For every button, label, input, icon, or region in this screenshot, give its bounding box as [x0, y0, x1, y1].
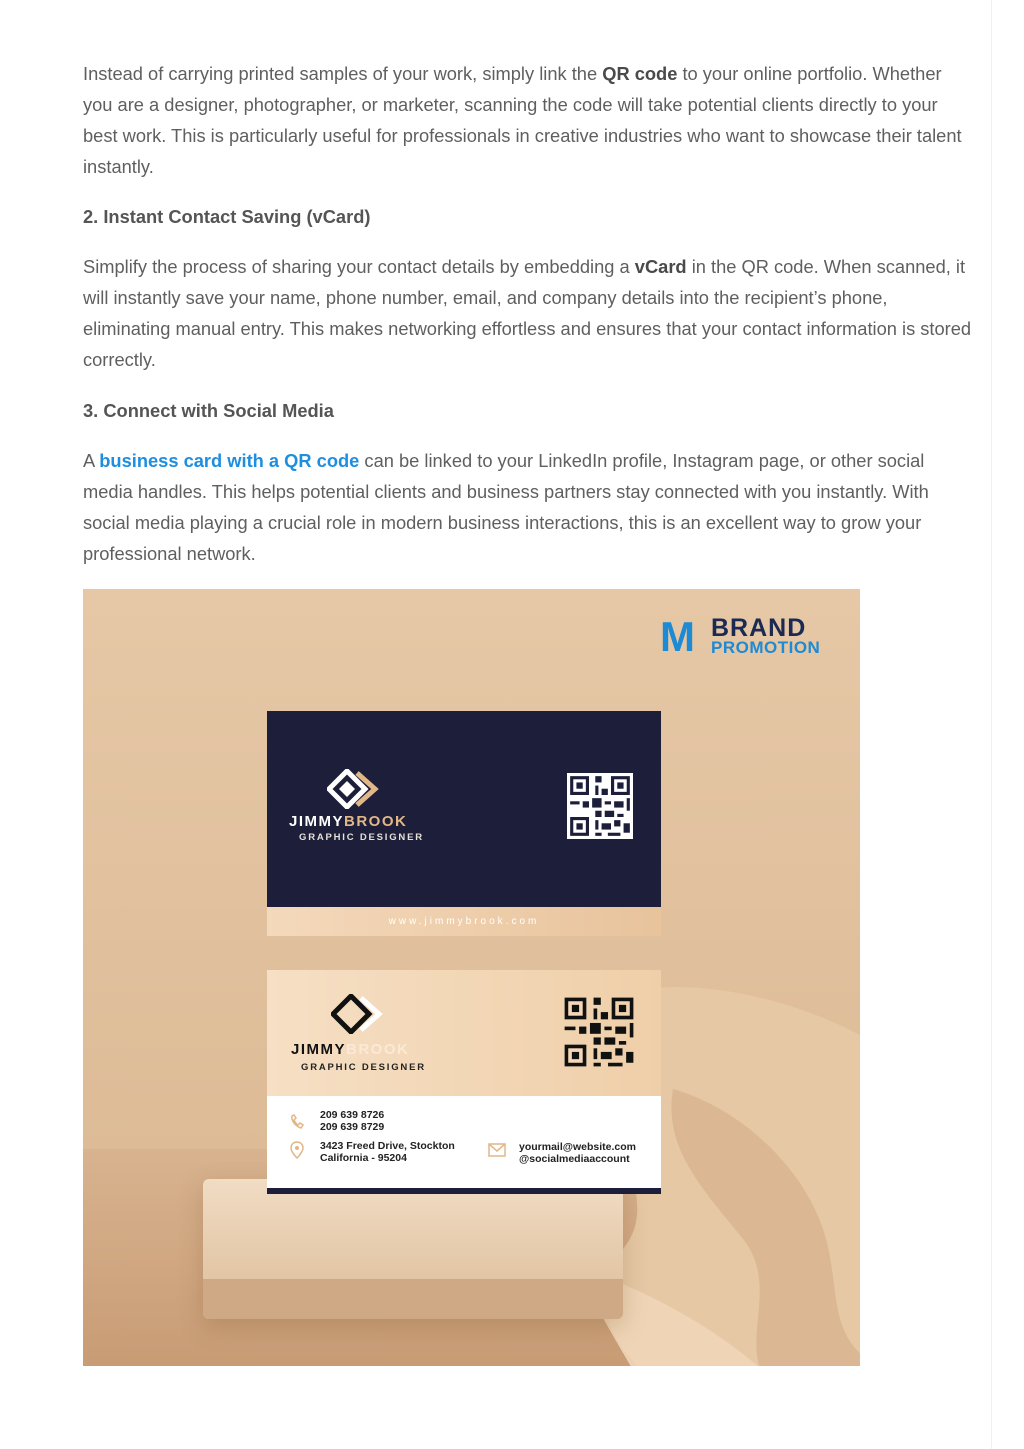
section-heading-social: 3. Connect with Social Media	[83, 400, 334, 421]
phone-number-2: 209 639 8729	[320, 1121, 385, 1133]
card-back-name	[291, 1042, 409, 1058]
vcard-paragraph	[83, 251, 973, 375]
phone-icon	[289, 1114, 305, 1130]
card-back-last-name: BROOK	[346, 1041, 410, 1058]
card-front-last-name: BROOK	[344, 813, 408, 830]
card-back-first-name: JIMMY	[291, 1041, 347, 1058]
card-front-website-band	[267, 907, 661, 936]
qr-code-icon	[567, 773, 633, 839]
address-line-2: California - 95204	[320, 1152, 407, 1164]
vcard-emphasis: vCard	[634, 256, 687, 277]
social-paragraph	[83, 445, 973, 569]
card-back-contact-area	[267, 1096, 661, 1188]
card-front-name	[289, 814, 407, 830]
mail-icon	[488, 1143, 506, 1157]
intro-text-end: to your online portfolio. Whether you are a designer, photographer, or marketer, scanning the code will take potential clients directly to your best work. This is particularly useful for professionals in creative industries who want to showcase their talent instantly.	[83, 63, 962, 177]
page-edge-divider	[991, 0, 992, 1449]
business-card-photo	[83, 589, 860, 1366]
card-front-first-name: JIMMY	[289, 813, 345, 830]
business-card-qr-link[interactable]: business card with a QR code	[99, 450, 360, 471]
vcard-text-end: in the QR code. When scanned, it will instantly save your name, phone number, email, and company details into the recipient’s phone, eliminating manual entry. This makes networking effortless and ensures that your contact information is stored correctly.	[83, 256, 972, 370]
address-line-1: 3423 Freed Drive, Stockton	[320, 1140, 455, 1152]
card-front	[267, 711, 661, 907]
email-address: yourmail@website.com	[519, 1141, 637, 1153]
card-back-role: GRAPHIC DESIGNER	[301, 1062, 426, 1073]
social-handle: @socialmediaaccount	[519, 1153, 630, 1165]
phone-number-1: 209 639 8726	[320, 1109, 385, 1121]
section-heading-vcard: 2. Instant Contact Saving (vCard)	[83, 206, 371, 227]
card-front-role: GRAPHIC DESIGNER	[299, 832, 424, 843]
display-block-side	[203, 1279, 623, 1319]
card-front-website: www.jimmybrook.com	[388, 916, 540, 927]
vcard-text-start: Simplify the process of sharing your contact details by embedding a	[83, 256, 635, 277]
brand-promotion-logo	[660, 615, 830, 659]
qr-code-emphasis: QR code	[602, 63, 678, 84]
intro-paragraph	[83, 58, 973, 182]
brand-logo-line2: PROMOTION	[711, 638, 821, 657]
diamond-logo-icon	[331, 994, 383, 1034]
location-pin-icon	[290, 1141, 304, 1159]
social-text-end: can be linked to your LinkedIn profile, Instagram page, or other social media handles. This helps potential clients and business partners stay connected with you instantly. With social media playing a crucial role in modern business interactions, this is an excellent way to grow your professional network.	[83, 450, 929, 564]
intro-text-start: Instead of carrying printed samples of your work, simply link the	[83, 63, 603, 84]
social-text-start: A	[83, 450, 100, 471]
qr-code-icon	[561, 994, 637, 1070]
card-back-bottom-bar	[267, 1188, 661, 1194]
brand-logo-line1: BRAND	[711, 614, 807, 642]
diamond-logo-icon	[327, 769, 379, 809]
card-back	[267, 970, 661, 1096]
brand-logo-mark: M	[660, 613, 693, 660]
